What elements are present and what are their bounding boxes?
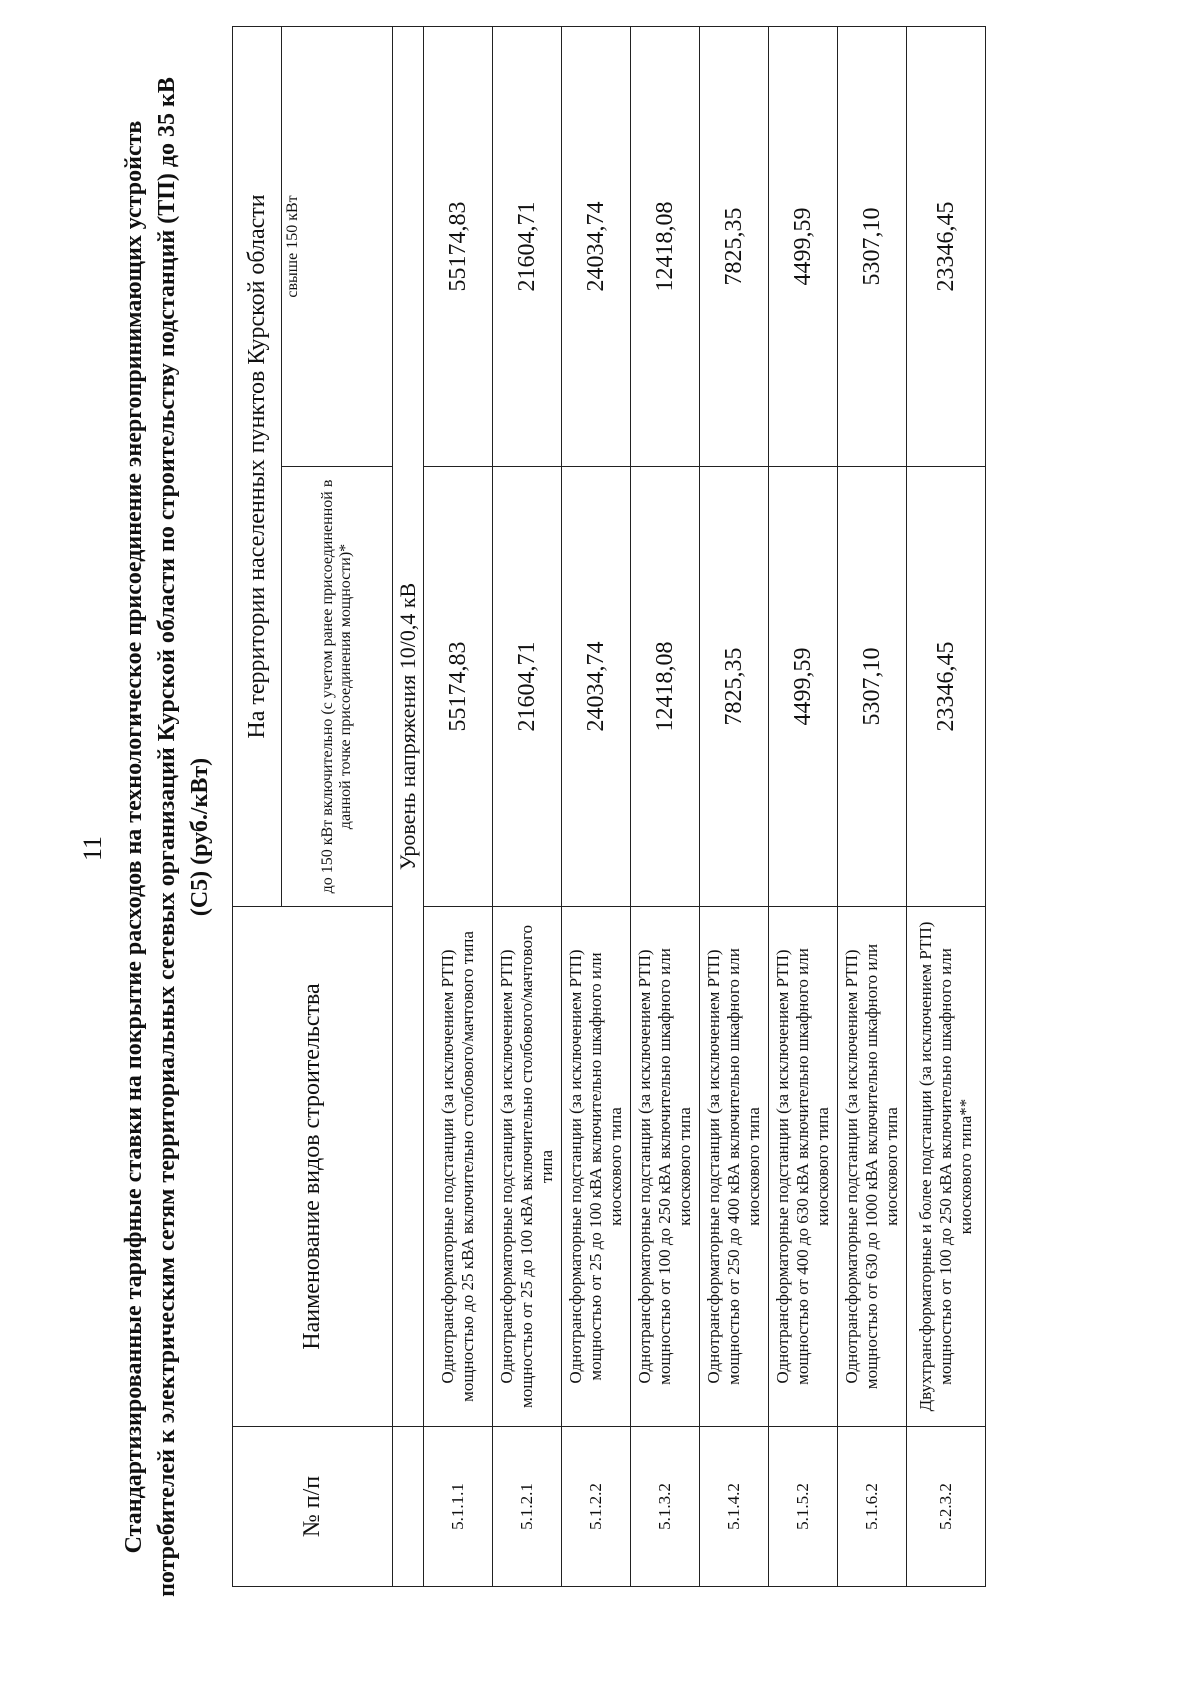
row-name: Однотрансформаторные подстанции (за исключением РТП) мощностью от 25 до 100 кВА включительно шкафного или киоскового типа: [562, 907, 631, 1427]
table-row: [769, 26, 838, 1586]
row-value-up-to-150: 12418,08: [631, 467, 700, 907]
table-row: [700, 26, 769, 1586]
row-number: 5.1.1.1: [424, 1427, 493, 1587]
row-value-over-150: 21604,71: [493, 26, 562, 466]
section-empty-cell: [393, 1427, 424, 1587]
header-col-up-to-150: до 150 кВт включительно (с учетом ранее присоединенной в данной точке присоединения мощности)*: [282, 467, 393, 907]
row-name: Однотрансформаторные подстанции (за исключением РТП) мощностью от 25 до 100 кВА включительно столбового/мачтового типа: [493, 907, 562, 1427]
row-name: Однотрансформаторные подстанции (за исключением РТП) мощностью от 100 до 250 кВА включительно шкафного или киоскового типа: [631, 907, 700, 1427]
page-number: 11: [78, 835, 107, 862]
row-name: Однотрансформаторные подстанции (за исключением РТП) мощностью от 250 до 400 кВА включительно шкафного или киоскового типа: [700, 907, 769, 1427]
row-value-over-150: 12418,08: [631, 26, 700, 466]
row-number: 5.1.3.2: [631, 1427, 700, 1587]
row-name: Однотрансформаторные подстанции (за исключением РТП) мощностью от 630 до 1000 кВА включительно шкафного или киоскового типа: [838, 907, 907, 1427]
row-number: 5.1.4.2: [700, 1427, 769, 1587]
row-name: Однотрансформаторные подстанции (за исключением РТП) мощностью от 400 до 630 кВА включительно шкафного или киоскового типа: [769, 907, 838, 1427]
table-row: [838, 26, 907, 1586]
table-row: [562, 26, 631, 1586]
header-col-over-150: свыше 150 кВт: [282, 26, 393, 466]
header-num: № п/п: [233, 1427, 393, 1587]
row-value-up-to-150: 5307,10: [838, 467, 907, 907]
document-title: Стандартизированные тарифные ставки на покрытие расходов на технологическое присоединение энергопринимающих устройств потребителей к электрическим сетям территориальных сетевых организаций Курской области по строительству подстанций (ТП) до 35 кВ (С5) (руб./кВт): [121, 77, 213, 1597]
row-value-up-to-150: 23346,45: [907, 467, 986, 907]
row-number: 5.1.6.2: [838, 1427, 907, 1587]
row-number: 5.1.5.2: [769, 1427, 838, 1587]
row-name: Однотрансформаторные подстанции (за исключением РТП) мощностью до 25 кВА включительно столбового/мачтового типа: [424, 907, 493, 1427]
row-value-up-to-150: 21604,71: [493, 467, 562, 907]
row-value-over-150: 24034,74: [562, 26, 631, 466]
row-value-over-150: 5307,10: [838, 26, 907, 466]
header-group: На территории населенных пунктов Курской области: [233, 26, 282, 906]
table-row: [907, 26, 986, 1586]
row-value-up-to-150: 4499,59: [769, 467, 838, 907]
table-row: [493, 26, 562, 1586]
row-value-over-150: 4499,59: [769, 26, 838, 466]
row-value-over-150: 7825,35: [700, 26, 769, 466]
row-value-up-to-150: 55174,83: [424, 467, 493, 907]
tariff-table: [232, 26, 986, 1587]
row-value-up-to-150: 7825,35: [700, 467, 769, 907]
header-name: Наименование видов строительства: [233, 907, 393, 1427]
row-number: 5.2.3.2: [907, 1427, 986, 1587]
table-row: [424, 26, 493, 1586]
row-value-over-150: 23346,45: [907, 26, 986, 466]
row-number: 5.1.2.1: [493, 1427, 562, 1587]
row-value-up-to-150: 24034,74: [562, 467, 631, 907]
section-label: Уровень напряжения 10/0,4 кВ: [393, 26, 424, 1426]
table-row: [631, 26, 700, 1586]
row-name: Двухтрансформаторные и более подстанции (за исключением РТП) мощностью от 100 до 250 кВА включительно шкафного или киоскового типа**: [907, 907, 986, 1427]
row-value-over-150: 55174,83: [424, 26, 493, 466]
row-number: 5.1.2.2: [562, 1427, 631, 1587]
